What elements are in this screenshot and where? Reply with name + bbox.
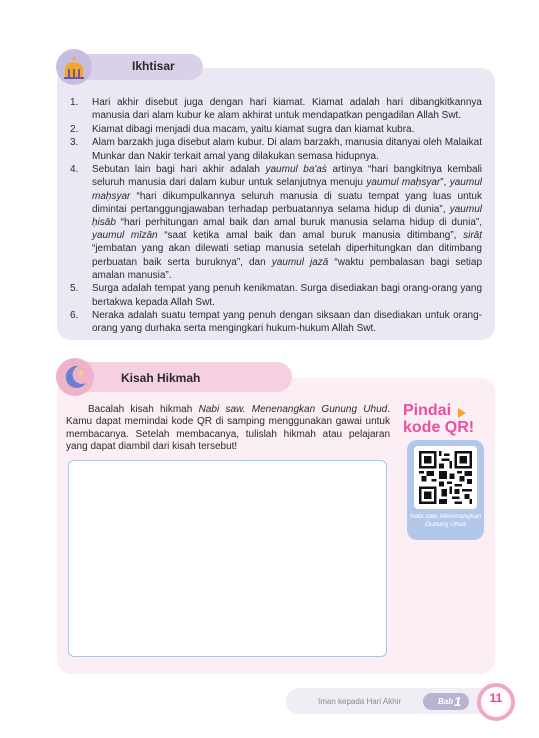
list-item-number: 3. [70, 137, 79, 149]
qr-card[interactable] [407, 440, 484, 540]
footer-chapter-title: Iman kepada Hari Akhir [318, 697, 402, 706]
summary-title: Ikhtisar [132, 59, 175, 73]
list-item-number: 4. [70, 164, 79, 176]
list-item [70, 123, 482, 136]
summary-list [70, 96, 482, 336]
term-yaumul-hisab: yaumul ḥisāb [92, 203, 482, 228]
chapter-badge-number: 1 [454, 694, 462, 709]
term-yaumul-mahsyar-2: yaumul maḥsyar [92, 177, 482, 202]
kisah-instruction: Bacalah kisah hikmah Nabi saw. Menenangkan Gunung Uhud. Kamu dapat memindai kode QR di samping menggunakan gawai untuk membacanya. Setelah membacanya, tulislah hikmah atau pelajaran yang dapat diambil dari kisah tersebut! [66, 404, 390, 453]
answer-writing-area[interactable] [68, 460, 387, 657]
list-item-text: Neraka adalah suatu tempat yang penuh dengan siksaan dan disediakan untuk orang-orang yang durhaka serta mengingkari hukum-hukum Allah Swt. [92, 310, 482, 335]
term-yaumul-mizan: yaumul mīzān [92, 230, 158, 242]
list-item [70, 282, 482, 308]
qr-code-icon [419, 451, 472, 504]
term-sirat: sirāṭ [463, 230, 482, 242]
summary-icon-badge [56, 49, 92, 85]
qr-prompt-line2: kode QR! [403, 419, 475, 436]
list-item-number: 2. [70, 123, 79, 135]
list-item [70, 309, 482, 335]
list-item-text: Alam barzakh juga disebut alam kubur. Di alam barzakh, manusia ditanyai oleh Malaikat Munkar dan Nakir terkait amal yang dilakukan semasa hidupnya. [92, 137, 482, 162]
story-title: Nabi saw. Menenangkan Gunung Uhud [198, 404, 388, 415]
list-item [70, 163, 482, 282]
list-item [70, 96, 482, 122]
qr-code-image[interactable] [414, 446, 477, 509]
crescent-moon-icon [61, 363, 89, 391]
list-item-text: Kiamat dibagi menjadi dua macam, yaitu kiamat sugra dan kiamat kubra. [92, 123, 415, 135]
mosque-icon [60, 53, 88, 81]
list-item-text: Sebutan lain bagi hari akhir adalah yaumul ba'aṡ artinya “hari bangkitnya kembali seluruh manusia dari dalam kubur untuk selanjutnya menuju yaumul maḥsyar”, yaumul maḥsyar “hari dikumpulkannya seluruh manusia di suatu tempat yang luas untuk dimintai pertanggungjawaban terhadap perbuatannya selama hidup di dunia”, yaumul ḥisāb “hari perhitungan amal baik dan amal buruk manusia selama hidup di dunia”, yaumul mīzān “saat ketika amal baik dan amal buruk manusia ditimbang”, sirāṭ “jembatan yang akan dilewati setiap manusia setelah diperhitungkan dan ditimbang perbuatan baik serta buruknya”, dan yaumul jazā “waktu pembalasan bagi setiap amalan manusia”. [92, 164, 483, 281]
kisah-title: Kisah Hikmah [121, 371, 201, 385]
list-item-number: 5. [70, 283, 79, 295]
qr-caption: Nabi saw. Menenangkan Gunung Uhud [409, 513, 482, 528]
term-yaumul-mahsyar: yaumul maḥsyar [366, 177, 441, 189]
list-item-text: Surga adalah tempat yang penuh kenikmatan. Surga disediakan bagi orang-orang yang bertakwa kepada Allah Swt. [92, 283, 482, 308]
page-number: 11 [489, 691, 503, 705]
play-arrow-icon [458, 408, 466, 418]
list-item-number: 6. [70, 310, 79, 322]
kisah-icon-badge [56, 358, 94, 396]
list-item-text: Hari akhir disebut juga dengan hari kiamat. Kiamat adalah hari dibangkitkannya manusia dari alam kubur ke alam akhirat untuk mendapatkan pengadilan Allah Swt. [92, 97, 482, 122]
qr-prompt-line1: Pindai [403, 402, 452, 419]
term-yaumul-jaza: yaumul jazā [271, 256, 329, 268]
chapter-badge-label: Bab [438, 697, 454, 706]
list-item-number: 1. [70, 97, 79, 108]
list-item [70, 136, 482, 162]
term-yaumul-baas: yaumul ba'aṡ [265, 164, 327, 176]
